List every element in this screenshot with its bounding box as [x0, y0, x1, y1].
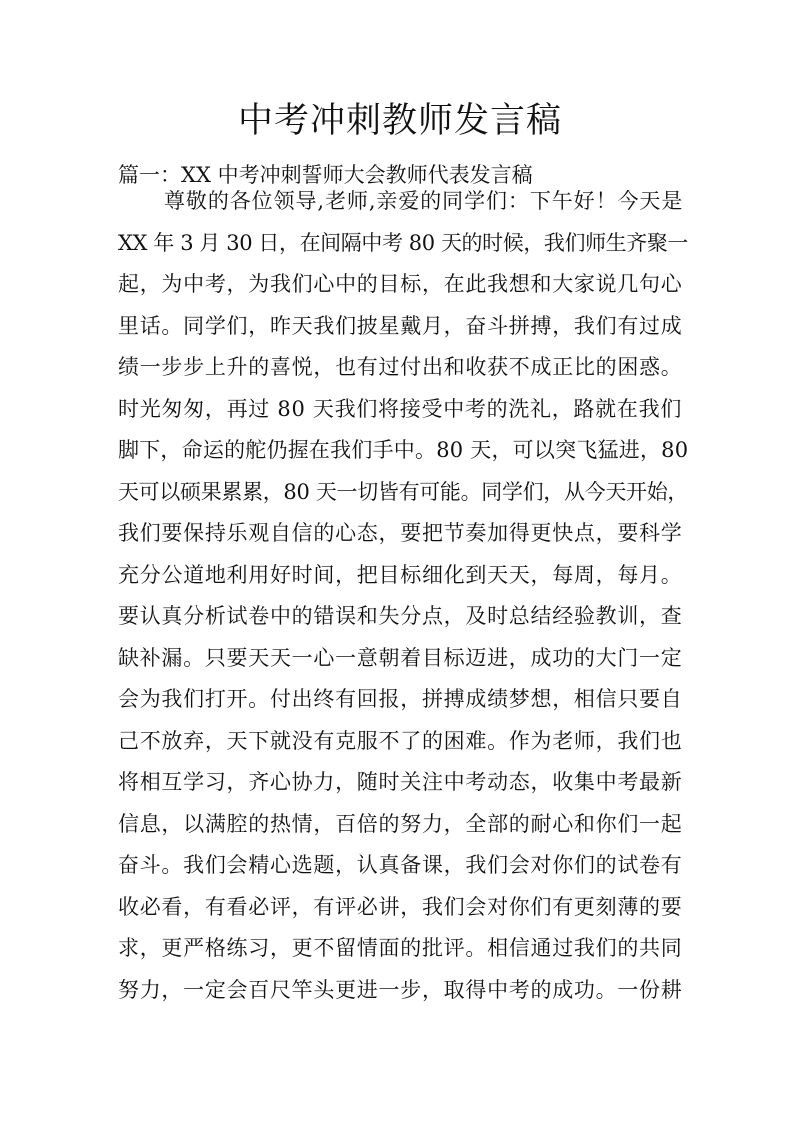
body-line: 里话。同学们，昨天我们披星戴月，奋斗拼搏，我们有过成	[118, 313, 683, 338]
body-line: 信息，以满腔的热情，百倍的努力，全部的耐心和你们一起	[118, 811, 683, 836]
section-heading: 篇一：XX 中考冲刺誓师大会教师代表发言稿	[118, 163, 533, 187]
document-title: 中考冲刺教师发言稿	[237, 101, 562, 141]
body-line: 充分公道地利用好时间，把目标细化到天天，每周，每月。	[118, 562, 683, 587]
body-line: 绩一步步上升的喜悦，也有过付出和收获不成正比的困惑。	[118, 355, 683, 379]
body-line: 天可以硕果累累，80 天一切皆有可能。同学们，从今天开始，	[118, 479, 689, 504]
body-line: 求，更严格练习，更不留情面的批评。相信通过我们的共同	[118, 936, 683, 960]
body-line: XX 年 3 月 30 日，在间隔中考 80 天的时候，我们师生齐聚一	[118, 230, 689, 255]
body-line: 尊敬的各位领导,老师,亲爱的同学们：下午好！今天是	[164, 189, 684, 213]
body-line: 缺补漏。只要天天一心一意朝着目标迈进，成功的大门一定	[118, 645, 683, 670]
body-line: 己不放弃，天下就没有克服不了的困难。作为老师，我们也	[118, 728, 683, 753]
body-line: 要认真分析试卷中的错误和失分点，及时总结经验教训，查	[118, 604, 683, 628]
body-line: 起，为中考，为我们心中的目标，在此我想和大家说几句心	[118, 272, 683, 296]
body-line: 我们要保持乐观自信的心态，要把节奏加得更快点，要科学	[118, 521, 683, 545]
body-line: 努力，一定会百尺竿头更进一步，取得中考的成功。一份耕	[118, 977, 683, 1002]
body-line: 收必看，有看必评，有评必讲，我们会对你们有更刻薄的要	[118, 894, 683, 919]
body-line: 将相互学习，齐心协力，随时关注中考动态，收集中考最新	[118, 770, 683, 794]
body-line: 脚下，命运的舵仍握在我们手中。80 天，可以突飞猛进，80	[118, 438, 689, 462]
body-line: 时光匆匆，再过 80 天我们将接受中考的洗礼，路就在我们	[118, 396, 683, 421]
body-line: 奋斗。我们会精心选题，认真备课，我们会对你们的试卷有	[118, 853, 683, 877]
body-line: 会为我们打开。付出终有回报，拼搏成绩梦想，相信只要自	[118, 687, 683, 711]
